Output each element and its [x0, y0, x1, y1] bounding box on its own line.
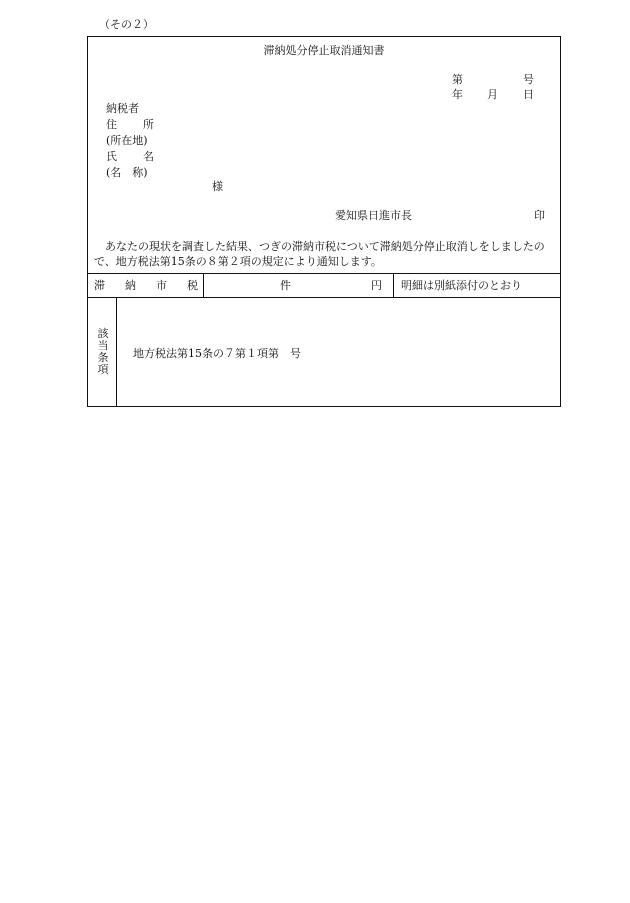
address-label-2: 所 [143, 118, 154, 131]
details-note: 明細は別紙添付のとおり [401, 279, 522, 292]
clause-row-divider [116, 297, 117, 406]
tax-row-label [94, 280, 198, 291]
form-title: 滞納処分停止取消通知書 [263, 44, 385, 57]
clause-row-label-char: 項 [97, 363, 109, 376]
number-label: 第 [452, 73, 463, 86]
count-unit: 件 [280, 279, 291, 292]
clause-row-label-char: 当 [97, 339, 109, 352]
date-day: 日 [523, 88, 534, 101]
date-year: 年 [452, 88, 463, 101]
amount-unit: 円 [371, 279, 382, 292]
seal-mark: 印 [534, 209, 545, 222]
honorific: 様 [212, 180, 223, 193]
tax-row-label-char: 納 [125, 279, 136, 292]
tax-row-label-char: 市 [156, 279, 167, 292]
name-label-2: 名 [143, 150, 154, 163]
table-top-line [88, 273, 560, 274]
address-label-1: 住 [106, 118, 117, 131]
taxpayer-label: 納税者 [106, 102, 139, 115]
tax-row-label-char: 税 [187, 279, 198, 292]
location-label: (所在地) [106, 134, 148, 147]
clause-text: 地方税法第15条の７第１項第 号 [133, 347, 301, 360]
tax-row-divider-2 [393, 273, 394, 297]
clause-row-label-char: 条 [97, 351, 109, 364]
clause-row-label-char: 該 [97, 327, 109, 340]
page-label: （その２） [99, 18, 154, 31]
issuer: 愛知県日進市長 [335, 209, 412, 222]
notice-paragraph: あなたの現状を調査した結果、つぎの滞納市税について滞納処分停止取消しをしましたので、地方税法第15条の８第２項の規定により通知します。 [94, 240, 545, 268]
tax-row-label-char: 滞 [94, 279, 105, 292]
title-name-label: (名 称) [106, 166, 148, 179]
clause-row-label [96, 328, 110, 376]
table-mid-line [88, 297, 560, 298]
number-suffix: 号 [523, 73, 534, 86]
tax-row-divider-1 [203, 273, 204, 297]
date-month: 月 [487, 88, 498, 101]
name-label-1: 氏 [106, 150, 117, 163]
notice-form [87, 36, 561, 407]
